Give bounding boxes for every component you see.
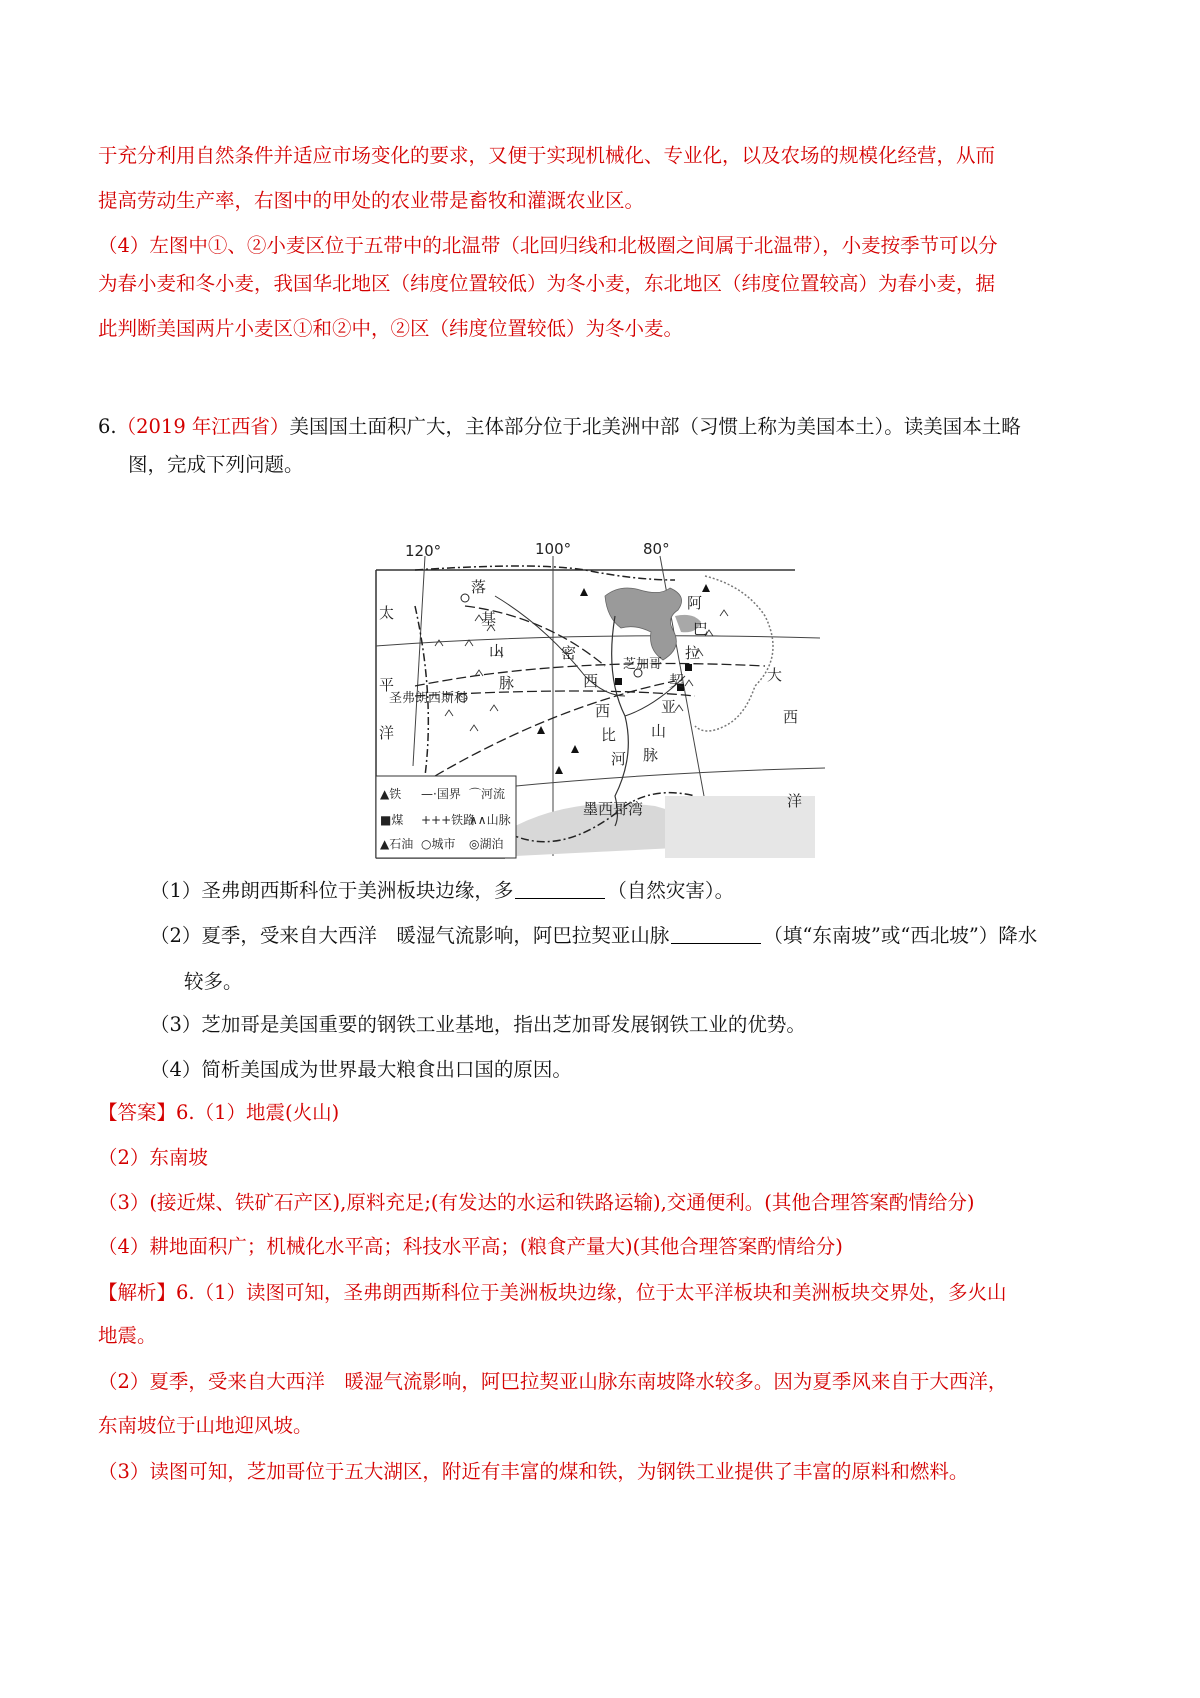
analysis-p1b: 地震。 bbox=[98, 1324, 157, 1347]
question-stem-line-1 bbox=[98, 412, 1021, 442]
label-mi: 密 bbox=[561, 644, 577, 662]
legend-iron: ▲铁 bbox=[380, 787, 402, 801]
answer-1: 6.（1）地震(火山) bbox=[176, 1101, 340, 1124]
sub-question-2 bbox=[150, 921, 1037, 951]
answer-2: （2）东南坡 bbox=[98, 1146, 208, 1169]
legend-lake: ◎湖泊 bbox=[469, 837, 504, 851]
analysis-p1a: 6.（1）读图可知，圣弗朗西斯科位于美洲板块边缘，位于太平洋板块和美洲板块交界处，多火山 bbox=[176, 1281, 1007, 1304]
label-shan2: 山 bbox=[651, 722, 667, 740]
answer-blank-1[interactable] bbox=[515, 878, 605, 899]
label-yang-e: 洋 bbox=[787, 792, 803, 810]
intro-line-1: 于充分利用自然条件并适应市场变化的要求，又便于实现机械化、专业化，以及农场的规模化经营，从而 bbox=[98, 144, 996, 167]
label-mai: 脉 bbox=[499, 674, 515, 692]
analysis-line-1 bbox=[98, 1278, 1007, 1308]
legend-river: ⌒河流 bbox=[469, 787, 506, 801]
label-shan: 山 bbox=[489, 642, 505, 660]
sub-question-4: （4）简析美国成为世界最大粮食出口国的原因。 bbox=[150, 1058, 572, 1081]
legend-railway: +++铁路 bbox=[421, 813, 476, 827]
label-mai2: 脉 bbox=[643, 746, 659, 764]
lon-label-100: 100° bbox=[535, 540, 572, 558]
answer-3: （3）(接近煤、铁矿石产区),原料充足;(有发达的水运和铁路运输),交通便利。(其他合理答案酌情给分) bbox=[98, 1191, 975, 1214]
analysis-p3: （3）读图可知，芝加哥位于五大湖区，附近有丰富的煤和铁，为钢铁工业提供了丰富的原料和燃料。 bbox=[98, 1460, 969, 1483]
intro-line-4: 为春小麦和冬小麦，我国华北地区（纬度位置较低）为冬小麦，东北地区（纬度位置较高）为春小麦，据 bbox=[98, 272, 996, 295]
answer-label: 【答案】 bbox=[98, 1101, 177, 1124]
label-xi3: 西 bbox=[783, 708, 799, 726]
legend-city: ○城市 bbox=[421, 837, 456, 851]
sub-question-2-cont: 较多。 bbox=[184, 970, 243, 993]
label-san-francisco: 圣弗朗西斯科 bbox=[389, 691, 468, 706]
answer-blank-2[interactable] bbox=[671, 923, 761, 944]
lon-label-80: 80° bbox=[643, 540, 670, 558]
intro-line-2: 提高劳动生产率，右图中的甲处的农业带是畜牧和灌溉农业区。 bbox=[98, 189, 645, 212]
sub-question-1 bbox=[150, 876, 734, 906]
question-source: （2019 年江西省） bbox=[116, 415, 290, 438]
intro-line-5: 此判断美国两片小麦区①和②中，②区（纬度位置较低）为冬小麦。 bbox=[98, 317, 684, 340]
label-luo: 落 bbox=[471, 578, 487, 596]
answer-4: （4）耕地面积广；机械化水平高；科技水平高；(粮食产量大)(其他合理答案酌情给分) bbox=[98, 1235, 843, 1258]
question-stem-line-2: 图，完成下列问题。 bbox=[128, 453, 304, 476]
label-ya: 亚 bbox=[661, 698, 677, 716]
label-xi: 西 bbox=[583, 672, 599, 690]
label-a: 阿 bbox=[687, 594, 703, 612]
label-he: 河 bbox=[611, 750, 627, 768]
label-da: 大 bbox=[767, 666, 783, 684]
usa-map-figure bbox=[375, 536, 825, 862]
sub-question-3: （3）芝加哥是美国重要的钢铁工业基地，指出芝加哥发展钢铁工业的优势。 bbox=[150, 1013, 806, 1036]
question-stem-text: 美国国土面积广大，主体部分位于北美洲中部（习惯上称为美国本土）。读美国本土略 bbox=[289, 415, 1021, 438]
legend-border: —·国界 bbox=[421, 787, 461, 801]
lon-label-120: 120° bbox=[405, 542, 442, 560]
intro-line-3: （4）左图中①、②小麦区位于五带中的北温带（北回归线和北极圈之间属于北温带），小麦按季节可以分 bbox=[98, 234, 998, 257]
label-bi: 比 bbox=[601, 726, 617, 744]
question-number: 6. bbox=[98, 415, 117, 438]
label-chicago: 芝加哥 bbox=[623, 657, 663, 672]
legend-oil: ▲石油 bbox=[380, 837, 414, 851]
answer-line-1 bbox=[98, 1098, 339, 1128]
analysis-p2a: （2）夏季，受来自大西洋 暖湿气流影响，阿巴拉契亚山脉东南坡降水较多。因为夏季风来自于大西洋， bbox=[98, 1370, 1008, 1393]
label-ji: 基 bbox=[481, 610, 497, 628]
sub-question-2-suffix: （填“东南坡”或“西北坡”）降水 bbox=[763, 924, 1038, 947]
sub-question-2-text: （2）夏季，受来自大西洋 暖湿气流影响，阿巴拉契亚山脉 bbox=[150, 924, 670, 947]
legend-mountain: ∧∧山脉 bbox=[469, 813, 511, 827]
sub-question-1-text: （1）圣弗朗西斯科位于美洲板块边缘，多 bbox=[150, 879, 514, 902]
label-xi2: 西 bbox=[595, 702, 611, 720]
analysis-label: 【解析】 bbox=[98, 1281, 177, 1304]
sub-question-1-suffix: （自然灾害）。 bbox=[607, 879, 735, 902]
label-yang-w: 洋 bbox=[379, 724, 395, 742]
analysis-p2b: 东南坡位于山地迎风坡。 bbox=[98, 1414, 313, 1437]
label-gulf-of-mexico: 墨西哥湾 bbox=[583, 800, 644, 818]
label-tai: 太 bbox=[379, 604, 395, 622]
legend-coal: ■煤 bbox=[380, 813, 404, 827]
label-la: 拉 bbox=[685, 644, 701, 662]
label-ping: 平 bbox=[379, 676, 395, 694]
label-qi: 契 bbox=[669, 672, 685, 690]
label-ba: 巴 bbox=[693, 620, 709, 638]
